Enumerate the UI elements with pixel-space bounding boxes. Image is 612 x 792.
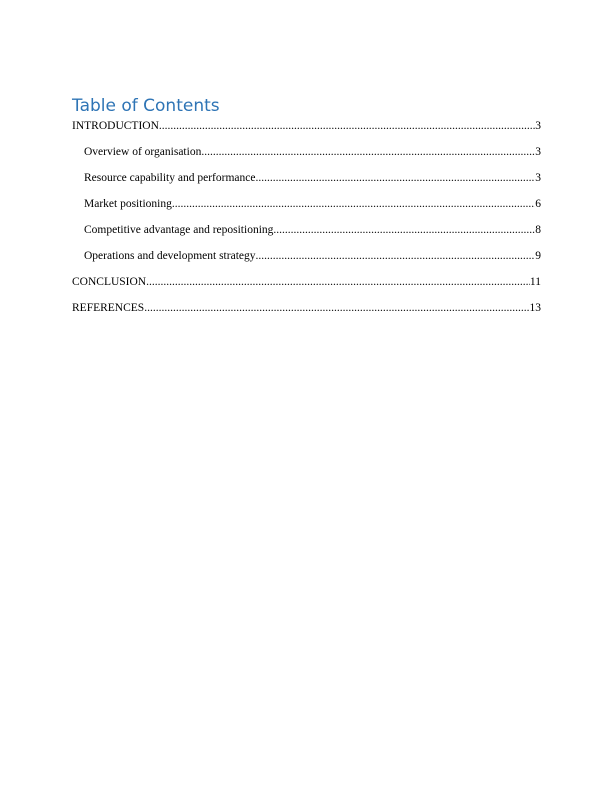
toc-page-number: 9 <box>535 250 541 262</box>
toc-entry-operations-strategy[interactable] <box>72 248 541 274</box>
toc-entry-references[interactable] <box>72 300 541 326</box>
toc-page-number: 8 <box>535 224 541 236</box>
toc-dot-leader <box>256 248 536 264</box>
toc-dot-leader <box>172 196 535 212</box>
toc-page-number: 3 <box>535 120 541 132</box>
toc-page-number: 11 <box>529 276 541 288</box>
toc-page-number: 6 <box>535 198 541 210</box>
toc-dot-leader <box>273 222 535 238</box>
toc-entry-title: INTRODUCTION <box>72 120 159 132</box>
toc-page-number: 3 <box>535 146 541 158</box>
toc-list <box>72 118 541 326</box>
toc-heading: Table of Contents <box>72 96 220 116</box>
toc-entry-title: CONCLUSION <box>72 276 147 288</box>
toc-entry-competitive-advantage[interactable] <box>72 222 541 248</box>
toc-entry-title: Market positioning <box>84 198 172 210</box>
toc-dot-leader <box>144 300 529 316</box>
toc-entry-overview-of-organisation[interactable] <box>72 144 541 170</box>
toc-page-number: 3 <box>535 172 541 184</box>
toc-page-number: 13 <box>529 302 541 314</box>
toc-entry-title: Overview of organisation <box>84 146 202 158</box>
toc-entry-title: Operations and development strategy <box>84 250 256 262</box>
toc-entry-title: Resource capability and performance <box>84 172 256 184</box>
toc-entry-market-positioning[interactable] <box>72 196 541 222</box>
toc-entry-introduction[interactable] <box>72 118 541 144</box>
toc-dot-leader <box>146 274 530 290</box>
toc-entry-resource-capability[interactable] <box>72 170 541 196</box>
toc-dot-leader <box>201 144 535 160</box>
toc-dot-leader <box>255 170 535 186</box>
toc-entry-conclusion[interactable] <box>72 274 541 300</box>
toc-dot-leader <box>159 118 535 134</box>
toc-entry-title: REFERENCES <box>72 302 145 314</box>
toc-entry-title: Competitive advantage and repositioning <box>84 224 274 236</box>
